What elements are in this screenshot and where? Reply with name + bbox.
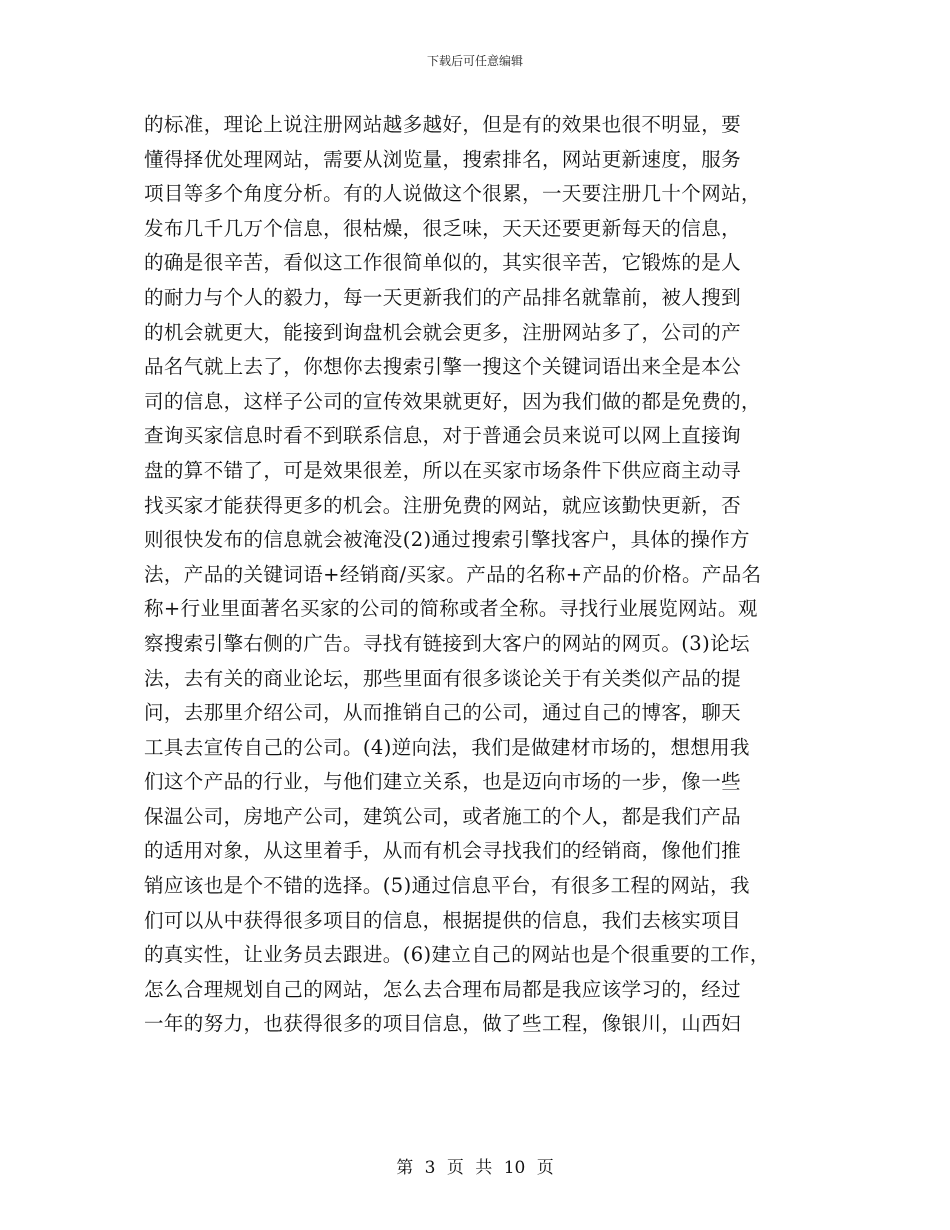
text-line: 懂得择优处理网站，需要从浏览量，搜索排名，网站更新速度，服务 xyxy=(144,147,742,171)
text-line: 项目等多个角度分析。有的人说做这个很累，一天要注册几十个网站， xyxy=(144,182,761,206)
text-line: 问，去那里介绍公司，从而推销自己的公司，通过自己的博客，聊天 xyxy=(144,701,742,725)
text-line: 盘的算不错了，可是效果很差，所以在买家市场条件下供应商主动寻 xyxy=(144,458,742,482)
text-line: 查询买家信息时看不到联系信息，对于普通会员来说可以网上直接询 xyxy=(144,424,742,448)
text-line: 法，去有关的商业论坛，那些里面有很多谈论关于有关类似产品的提 xyxy=(144,666,742,690)
text-line: 法，产品的关键词语+经销商/买家。产品的名称+产品的价格。产品名 xyxy=(144,562,762,586)
page-number: 第 3 页 共 10 页 xyxy=(396,1158,554,1178)
text-line: 怎么合理规划自己的网站，怎么去合理布局都是我应该学习的，经过 xyxy=(144,977,742,1001)
text-line: 们这个产品的行业，与他们建立关系，也是迈向市场的一步，像一些 xyxy=(144,770,742,794)
text-line: 司的信息，这样子公司的宣传效果就更好，因为我们做的都是免费的， xyxy=(144,389,761,413)
text-line: 的标准，理论上说注册网站越多越好，但是有的效果也很不明显，要 xyxy=(144,113,742,136)
text-line: 发布几千几万个信息，很枯燥，很乏味，天天还要更新每天的信息， xyxy=(144,216,742,240)
text-line: 一年的努力，也获得很多的项目信息，做了些工程，像银川，山西妇 xyxy=(144,1012,742,1036)
text-line: 则很快发布的信息就会被淹没(2)通过搜索引擎找客户，具体的操作方 xyxy=(144,528,750,552)
text-line: 称+行业里面著名买家的公司的简称或者全称。寻找行业展览网站。观 xyxy=(144,597,758,621)
text-line: 销应该也是个不错的选择。(5)通过信息平台，有很多工程的网站，我 xyxy=(144,874,750,898)
text-line: 品名气就上去了，你想你去搜索引擎一搜这个关键词语出来全是本公 xyxy=(144,355,742,379)
text-line: 找买家才能获得更多的机会。注册免费的网站，就应该勤快更新，否 xyxy=(144,493,742,517)
text-line: 察搜索引擎右侧的广告。寻找有链接到大客户的网站的网页。(3)论坛 xyxy=(144,631,750,655)
text-line: 的真实性，让业务员去跟进。(6)建立自己的网站也是个很重要的工作， xyxy=(144,943,770,967)
text-line: 的确是很辛苦，看似这工作很简单似的，其实很辛苦，它锻炼的是人 xyxy=(144,251,742,275)
text-line: 工具去宣传自己的公司。(4)逆向法，我们是做建材市场的，想想用我 xyxy=(144,735,750,759)
text-line: 的适用对象，从这里着手，从而有机会寻找我们的经销商，像他们推 xyxy=(144,839,742,863)
body-text xyxy=(144,108,824,1042)
text-line: 的机会就更大，能接到询盘机会就会更多，注册网站多了，公司的产 xyxy=(144,320,742,344)
text-line: 的耐力与个人的毅力，每一天更新我们的产品排名就靠前，被人搜到 xyxy=(144,285,742,309)
page-header: 下载后可任意编辑 xyxy=(426,54,523,68)
text-line: 们可以从中获得很多项目的信息，根据提供的信息，我们去核实项目 xyxy=(144,908,742,932)
text-line: 保温公司，房地产公司，建筑公司，或者施工的个人，都是我们产品 xyxy=(144,804,742,828)
